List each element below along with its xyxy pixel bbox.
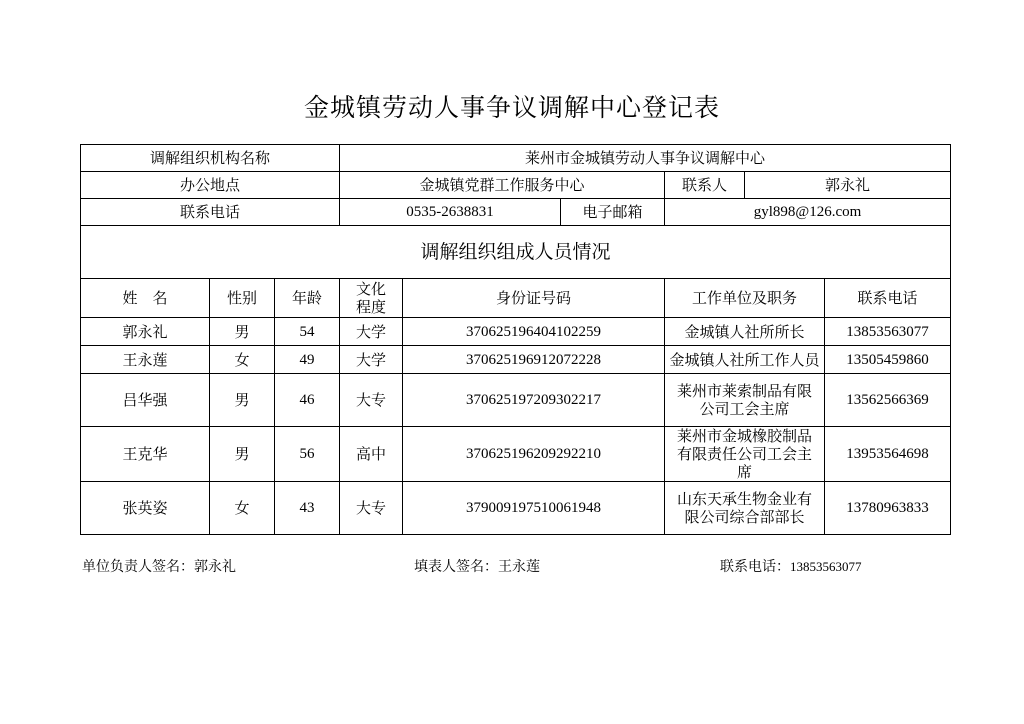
member-gender: 女: [210, 482, 275, 535]
table-row: [81, 427, 951, 482]
member-gender: 男: [210, 374, 275, 427]
member-unit: 山东天承生物金业有限公司综合部部长: [665, 482, 825, 535]
member-gender: 男: [210, 318, 275, 346]
footer-filler-signature: [414, 556, 540, 576]
member-name: 吕华强: [81, 374, 210, 427]
member-age: 56: [275, 427, 340, 482]
member-unit: 金城镇人社所所长: [665, 318, 825, 346]
footer-contact-phone: [720, 556, 862, 576]
col-header-phone: 联系电话: [825, 279, 951, 318]
footer-phone-label: 联系电话：: [720, 559, 790, 575]
table-row: [81, 318, 951, 346]
phone-row: [81, 199, 951, 226]
member-name: 王永莲: [81, 346, 210, 374]
member-education: 大专: [340, 374, 403, 427]
col-header-name: 姓 名: [81, 279, 210, 318]
filler-label: 填表人签名：: [414, 559, 498, 575]
member-phone: 13505459860: [825, 346, 951, 374]
registration-table: [80, 144, 951, 535]
col-header-education: 文化程度: [340, 279, 403, 318]
page-title: 金城镇劳动人事争议调解中心登记表: [303, 93, 720, 122]
phone-value: 0535-2638831: [340, 199, 561, 226]
member-phone: 13562566369: [825, 374, 951, 427]
org-name-label: 调解组织机构名称: [81, 145, 340, 172]
footer-leader-signature: [82, 556, 236, 576]
member-id: 370625196404102259: [403, 318, 665, 346]
footer-phone-value: 13853563077: [790, 559, 862, 574]
member-unit: 金城镇人社所工作人员: [665, 346, 825, 374]
member-unit: 莱州市金城橡胶制品有限责任公司工会主席: [665, 427, 825, 482]
section-title: 调解组织组成人员情况: [81, 226, 951, 279]
member-education: 大学: [340, 346, 403, 374]
org-name-row: [81, 145, 951, 172]
member-unit: 莱州市莱索制品有限公司工会主席: [665, 374, 825, 427]
member-gender: 女: [210, 346, 275, 374]
column-header-row: [81, 279, 951, 318]
phone-label: 联系电话: [81, 199, 340, 226]
member-id: 370625196912072228: [403, 346, 665, 374]
member-education: 高中: [340, 427, 403, 482]
member-gender: 男: [210, 427, 275, 482]
member-age: 49: [275, 346, 340, 374]
org-name-value: 莱州市金城镇劳动人事争议调解中心: [340, 145, 951, 172]
contact-label: 联系人: [665, 172, 745, 199]
member-age: 54: [275, 318, 340, 346]
email-label: 电子邮箱: [561, 199, 665, 226]
table-row: [81, 346, 951, 374]
office-value: 金城镇党群工作服务中心: [340, 172, 665, 199]
contact-value: 郭永礼: [745, 172, 951, 199]
col-header-id: 身份证号码: [403, 279, 665, 318]
member-phone: 13953564698: [825, 427, 951, 482]
member-id: 370625197209302217: [403, 374, 665, 427]
col-header-unit: 工作单位及职务: [665, 279, 825, 318]
member-name: 张英姿: [81, 482, 210, 535]
member-education: 大专: [340, 482, 403, 535]
office-row: [81, 172, 951, 199]
col-header-gender: 性别: [210, 279, 275, 318]
leader-value: 郭永礼: [194, 559, 236, 575]
email-value: gyl898@126.com: [665, 199, 951, 226]
member-id: 379009197510061948: [403, 482, 665, 535]
table-row: [81, 482, 951, 535]
member-education: 大学: [340, 318, 403, 346]
member-age: 43: [275, 482, 340, 535]
leader-label: 单位负责人签名：: [82, 559, 194, 575]
member-id: 370625196209292210: [403, 427, 665, 482]
filler-value: 王永莲: [498, 559, 540, 575]
member-name: 郭永礼: [81, 318, 210, 346]
col-header-age: 年龄: [275, 279, 340, 318]
member-name: 王克华: [81, 427, 210, 482]
member-phone: 13780963833: [825, 482, 951, 535]
office-label: 办公地点: [81, 172, 340, 199]
member-age: 46: [275, 374, 340, 427]
section-row: [81, 226, 951, 279]
table-row: [81, 374, 951, 427]
member-phone: 13853563077: [825, 318, 951, 346]
